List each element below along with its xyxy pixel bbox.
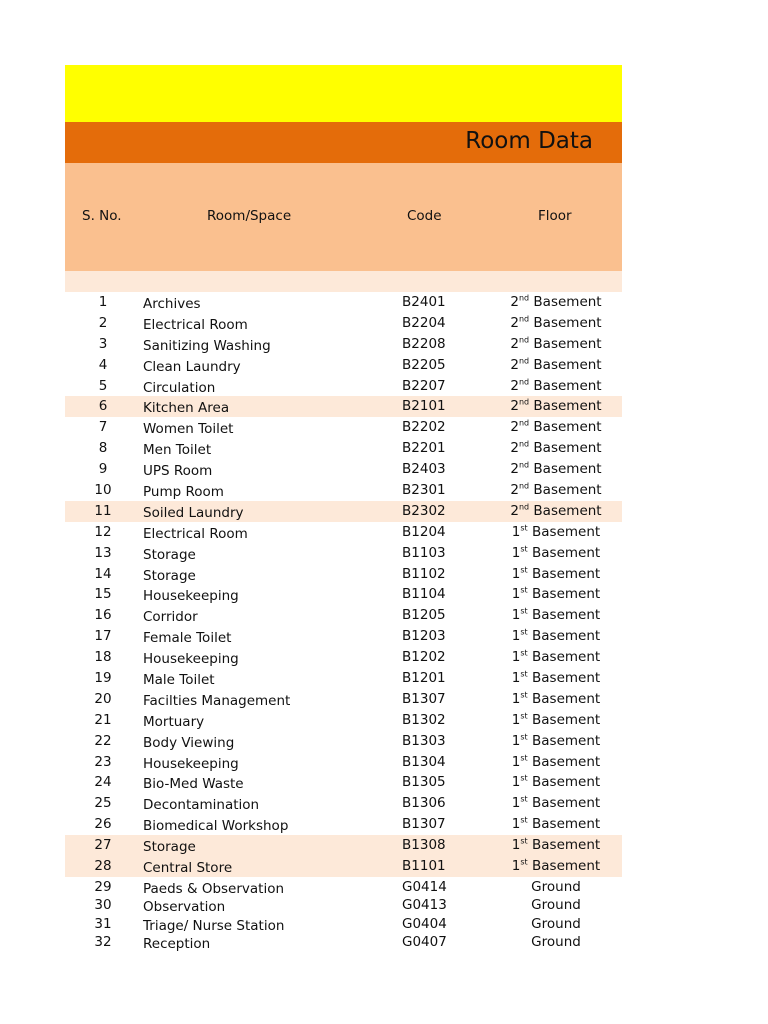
row-floor [465,315,647,331]
floor-ordinal-suffix: nd [518,397,530,407]
table-row [65,396,622,417]
row-room: Paeds & Observation [143,880,285,897]
table-row [65,584,622,605]
row-room: Corridor [143,609,198,626]
row-code: B2208 [402,335,446,352]
row-floor [465,607,647,623]
row-room: Kitchen Area [143,400,230,417]
floor-ordinal-suffix: nd [518,293,530,303]
floor-number: 1 [511,607,521,624]
row-floor [465,691,647,707]
floor-ordinal-suffix: st [520,836,528,846]
floor-word: Basement [532,711,601,728]
floor-number: 2 [510,419,519,436]
row-code: G0413 [402,897,447,914]
row-floor [465,916,647,932]
row-sno: 31 [94,915,112,932]
table-row [65,914,622,932]
row-code: B1202 [402,649,446,666]
row-sno: 25 [94,795,112,812]
row-sno: 7 [98,419,108,436]
column-header-row [65,163,622,271]
floor-word: Basement [533,440,602,457]
floor-word: Ground [531,915,581,932]
row-sno: 12 [94,523,112,540]
row-room: Pump Room [143,484,224,501]
row-code: B2401 [402,294,446,310]
table-body [65,292,622,950]
row-floor [465,712,647,728]
row-room: Reception [143,935,211,952]
row-sno: 21 [94,711,112,728]
row-code: B2302 [402,502,446,519]
row-code: B1201 [402,670,446,687]
row-sno: 6 [98,398,108,415]
floor-number: 1 [511,523,521,540]
row-floor [465,294,647,310]
floor-ordinal-suffix: st [520,732,528,742]
floor-word: Basement [532,753,601,770]
page-title: Room Data [465,128,593,154]
row-floor [465,545,647,561]
column-header-sno: S. No. [82,208,122,224]
row-room: Storage [143,567,196,584]
floor-ordinal-suffix: st [520,857,528,867]
floor-number: 1 [511,858,521,875]
row-floor [465,733,647,749]
row-room: Electrical Room [143,316,248,333]
floor-word: Basement [533,461,602,478]
table-row [65,793,622,814]
row-sno: 17 [94,628,112,645]
row-sno: 13 [94,544,112,561]
floor-word: Basement [533,356,602,373]
row-sno: 10 [94,482,112,499]
row-room: Housekeeping [143,588,239,605]
table-row [65,417,622,438]
floor-ordinal-suffix: st [520,794,528,804]
floor-ordinal-suffix: nd [518,314,530,324]
row-code: B1101 [402,858,446,875]
table-row [65,355,622,376]
row-floor [465,357,647,373]
row-floor [465,440,647,456]
floor-number: 1 [511,670,521,687]
row-room: Women Toilet [143,421,234,438]
row-room: Decontamination [143,797,260,814]
floor-ordinal-suffix: nd [518,481,530,491]
row-code: G0407 [402,933,447,950]
floor-number: 2 [510,314,519,331]
column-header-code: Code [407,208,442,224]
row-floor [465,336,647,352]
floor-ordinal-suffix: st [520,648,528,658]
row-sno: 9 [98,461,108,478]
floor-number: 1 [511,753,521,770]
floor-number: 2 [510,502,519,519]
row-sno: 5 [98,377,108,394]
floor-word: Basement [532,544,601,561]
floor-word: Basement [533,502,602,519]
table-row [65,292,622,313]
row-code: B1302 [402,711,446,728]
row-sno: 20 [94,690,112,707]
floor-word: Basement [532,628,601,645]
row-floor [465,858,647,874]
row-sno: 27 [94,837,112,854]
row-room: Storage [143,839,196,856]
floor-word: Ground [531,878,581,895]
row-sno: 15 [94,586,112,603]
row-sno: 26 [94,816,112,833]
table-row [65,334,622,355]
row-code: B1305 [402,774,446,791]
column-header-floor: Floor [538,208,572,224]
row-code: B2101 [402,398,446,415]
floor-number: 2 [510,440,519,457]
row-code: B1307 [402,690,446,707]
table-row [65,772,622,793]
row-code: B1306 [402,795,446,812]
floor-number: 1 [511,837,521,854]
floor-ordinal-suffix: st [520,627,528,637]
row-floor [465,524,647,540]
row-sno: 16 [94,607,112,624]
floor-word: Basement [532,649,601,666]
row-code: B1308 [402,837,446,854]
table-row [65,480,622,501]
floor-word: Basement [532,565,601,582]
row-floor [465,503,647,519]
table-row [65,438,622,459]
floor-word: Basement [532,858,601,875]
row-room: Male Toilet [143,672,215,689]
floor-number: 1 [511,690,521,707]
row-room: Sanitizing Washing [143,337,271,354]
row-room: Observation [143,899,226,916]
row-code: B2202 [402,419,446,436]
row-sno: 24 [94,774,112,791]
floor-number: 2 [510,356,519,373]
floor-word: Basement [532,774,601,791]
row-sno: 14 [94,565,112,582]
floor-ordinal-suffix: st [520,711,528,721]
floor-word: Basement [533,377,602,394]
floor-number: 2 [510,482,519,499]
row-floor [465,774,647,790]
floor-word: Basement [532,837,601,854]
row-room: Female Toilet [143,630,232,647]
row-room: Electrical Room [143,525,248,542]
row-floor [465,879,647,895]
floor-word: Basement [532,816,601,833]
row-code: B1102 [402,565,446,582]
row-code: B2205 [402,356,446,373]
table-row [65,647,622,668]
table-row [65,313,622,334]
table-row [65,459,622,480]
row-sno: 29 [94,878,112,895]
row-floor [465,754,647,770]
row-floor [465,482,647,498]
row-code: B1103 [402,544,446,561]
floor-word: Basement [532,670,601,687]
table-row [65,710,622,731]
row-floor [465,586,647,602]
table-row [65,752,622,773]
floor-number: 1 [511,586,521,603]
row-room: Housekeeping [143,651,239,668]
table-row [65,895,622,916]
room-data-sheet [65,65,622,950]
row-code: B1205 [402,607,446,624]
row-room: Circulation [143,379,216,396]
spacer-row [65,271,622,292]
floor-ordinal-suffix: nd [518,460,530,470]
row-code: B1303 [402,732,446,749]
floor-number: 1 [511,774,521,791]
yellow-header-band [65,65,622,122]
floor-ordinal-suffix: st [520,544,528,554]
row-room: Mortuary [143,713,205,730]
row-code: G0404 [402,915,447,932]
row-sno: 2 [98,314,108,331]
row-code: G0414 [402,878,447,895]
title-band [65,122,622,163]
floor-number: 1 [511,732,521,749]
row-floor [465,649,647,665]
table-row [65,626,622,647]
row-room: Storage [143,546,196,563]
floor-word: Basement [532,607,601,624]
table-row [65,605,622,626]
table-row [65,932,622,950]
floor-word: Basement [532,523,601,540]
floor-ordinal-suffix: st [520,585,528,595]
row-floor [465,566,647,582]
floor-word: Basement [533,398,602,415]
row-room: Facilties Management [143,692,291,709]
row-code: B1304 [402,753,446,770]
table-row [65,689,622,710]
row-sno: 3 [98,335,108,352]
row-floor [465,378,647,394]
row-room: Soiled Laundry [143,504,244,521]
floor-ordinal-suffix: st [520,523,528,533]
floor-word: Basement [532,586,601,603]
floor-word: Basement [533,482,602,499]
floor-ordinal-suffix: st [520,773,528,783]
row-code: B1104 [402,586,446,603]
row-floor [465,670,647,686]
table-row [65,731,622,752]
floor-word: Basement [532,732,601,749]
row-room: Men Toilet [143,442,212,459]
floor-word: Ground [531,897,581,914]
floor-number: 1 [511,649,521,666]
floor-ordinal-suffix: nd [518,377,530,387]
row-code: B1307 [402,816,446,833]
row-sno: 1 [98,294,108,310]
row-floor [465,795,647,811]
row-floor [465,934,647,950]
row-room: Central Store [143,860,233,877]
table-row [65,543,622,564]
floor-word: Basement [532,795,601,812]
row-code: B1203 [402,628,446,645]
floor-ordinal-suffix: st [520,606,528,616]
row-floor [465,897,647,913]
floor-number: 1 [511,816,521,833]
row-sno: 8 [98,440,108,457]
table-row [65,814,622,835]
row-floor [465,816,647,832]
floor-ordinal-suffix: st [520,815,528,825]
row-floor [465,398,647,414]
floor-ordinal-suffix: st [520,669,528,679]
floor-word: Basement [533,419,602,436]
column-header-room: Room/Space [207,208,292,224]
table-row [65,564,622,585]
floor-ordinal-suffix: st [520,753,528,763]
row-sno: 19 [94,670,112,687]
floor-ordinal-suffix: st [520,690,528,700]
row-room: Clean Laundry [143,358,241,375]
row-sno: 4 [98,356,108,373]
floor-number: 1 [511,544,521,561]
floor-word: Basement [532,690,601,707]
floor-ordinal-suffix: st [520,565,528,575]
floor-number: 1 [511,628,521,645]
row-code: B2301 [402,482,446,499]
row-room: Triage/ Nurse Station [143,917,285,934]
row-sno: 18 [94,649,112,666]
row-sno: 32 [94,933,112,950]
row-code: B2403 [402,461,446,478]
floor-number: 2 [510,398,519,415]
floor-word: Basement [533,335,602,352]
row-room: UPS Room [143,463,213,480]
table-row [65,668,622,689]
table-row [65,835,622,856]
floor-word: Basement [533,314,602,331]
row-code: B2204 [402,314,446,331]
row-room: Bio-Med Waste [143,776,244,793]
row-sno: 23 [94,753,112,770]
table-row [65,376,622,397]
floor-word: Ground [531,933,581,950]
floor-ordinal-suffix: nd [518,335,530,345]
row-code: B2201 [402,440,446,457]
floor-word: Basement [533,294,602,310]
row-floor [465,419,647,435]
table-row [65,501,622,522]
floor-number: 1 [511,565,521,582]
floor-ordinal-suffix: nd [518,418,530,428]
row-floor [465,837,647,853]
row-sno: 28 [94,858,112,875]
row-code: B1204 [402,523,446,540]
floor-ordinal-suffix: nd [518,356,530,366]
table-row [65,877,622,895]
row-sno: 11 [94,502,112,519]
floor-ordinal-suffix: nd [518,439,530,449]
row-floor [465,461,647,477]
row-sno: 30 [94,897,112,914]
floor-number: 2 [510,461,519,478]
row-sno: 22 [94,732,112,749]
floor-number: 2 [510,377,519,394]
floor-number: 1 [511,711,521,728]
row-room: Biomedical Workshop [143,818,289,835]
floor-number: 1 [511,795,521,812]
floor-number: 2 [510,335,519,352]
floor-ordinal-suffix: nd [518,502,530,512]
table-row [65,856,622,877]
row-code: B2207 [402,377,446,394]
row-room: Body Viewing [143,734,235,751]
table-row [65,522,622,543]
floor-number: 2 [510,294,519,310]
row-floor [465,628,647,644]
row-room: Housekeeping [143,755,239,772]
row-room: Archives [143,296,201,312]
